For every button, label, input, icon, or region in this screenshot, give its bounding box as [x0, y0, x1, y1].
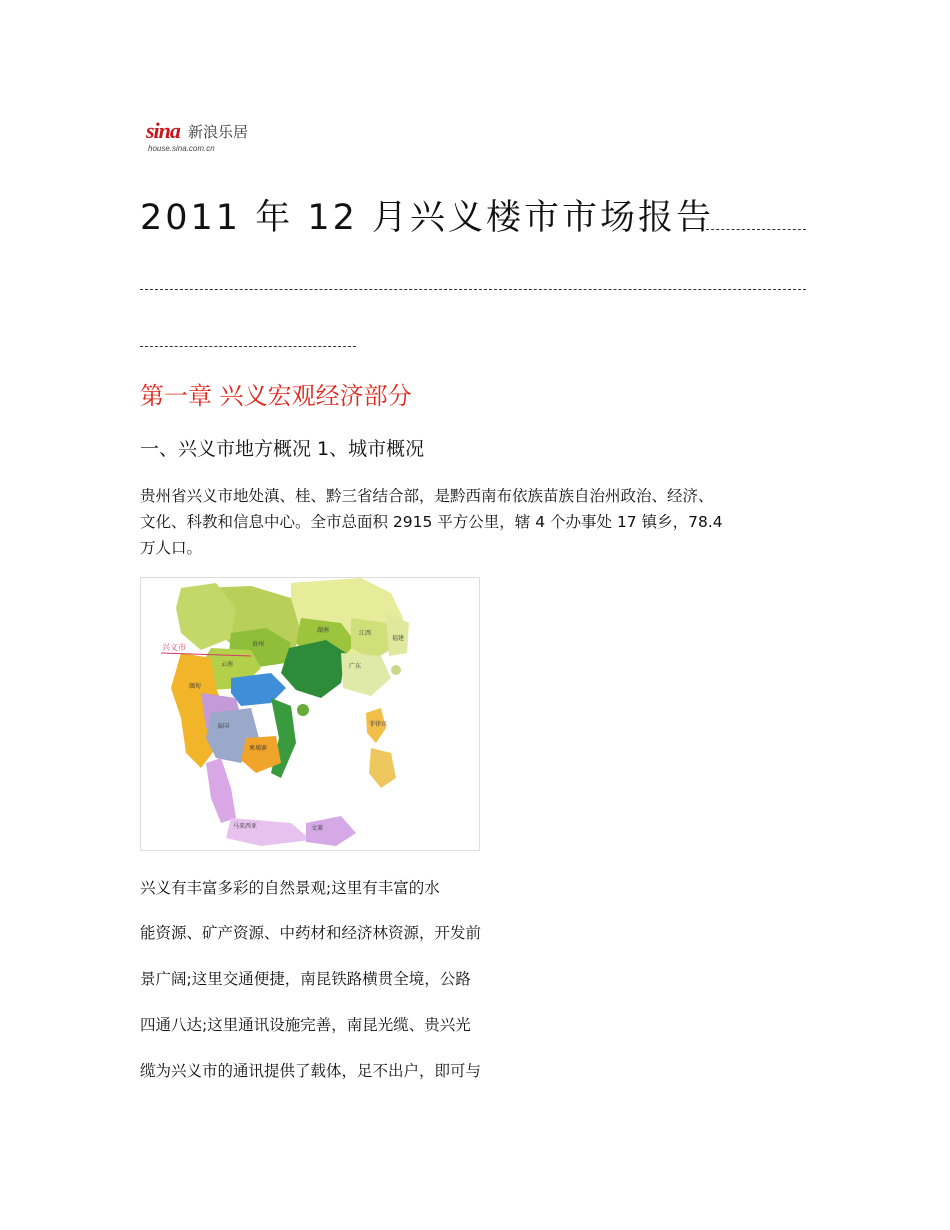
map-graphic [141, 578, 479, 850]
body-line: 能资源、矿产资源、中药材和经济林资源，开发前 [140, 924, 482, 942]
intro-line: 万人口。 [140, 539, 203, 557]
svg-text:马来西亚: 马来西亚 [233, 823, 258, 830]
region-map-image [140, 577, 480, 851]
body-line: 景广阔;这里交通便捷，南昆铁路横贯全境，公路 [140, 970, 471, 988]
section-heading: 一、兴义市地方概况 1、城市概况 [140, 438, 425, 460]
svg-text:云南: 云南 [221, 661, 234, 668]
intro-paragraph [140, 483, 820, 561]
svg-text:文莱: 文莱 [311, 825, 324, 832]
map-marker-label: 兴义市 [162, 643, 186, 652]
intro-line: 贵州省兴义市地处滇、桂、黔三省结合部，是黔西南布依族苗族自治州政治、经济、 [140, 487, 714, 505]
svg-text:缅甸: 缅甸 [189, 683, 202, 690]
report-title: 2011 年 12 月兴义楼市市场报告 [140, 198, 714, 238]
chapter-heading: 第一章 兴义宏观经济部分 [140, 382, 412, 410]
sina-leju-logo [140, 112, 260, 160]
svg-text:泰国: 泰国 [217, 723, 230, 730]
svg-text:菲律宾: 菲律宾 [369, 721, 388, 728]
body-line: 兴义有丰富多彩的自然景观;这里有丰富的水 [140, 879, 440, 897]
svg-text:江西: 江西 [359, 630, 372, 637]
divider-dash-line [140, 289, 806, 290]
svg-text:湖南: 湖南 [317, 627, 330, 634]
svg-text:贵州: 贵州 [252, 641, 265, 648]
logo-url: house.sina.com.cn [148, 144, 215, 153]
title-underline-dash [706, 229, 806, 230]
intro-line: 文化、科教和信息中心。全市总面积 2915 平方公里，辖 4 个办事处 17 镇乡，78.4 [140, 513, 723, 531]
svg-text:福建: 福建 [392, 635, 405, 642]
logo-name: 新浪乐居 [188, 123, 249, 141]
body-line: 四通八达;这里通讯设施完善，南昆光缆、贵兴光 [140, 1016, 471, 1034]
divider-dash-line-short [140, 346, 356, 347]
svg-text:柬埔寨: 柬埔寨 [249, 745, 268, 752]
body-line: 缆为兴义市的通讯提供了载体，足不出户，即可与 [140, 1062, 482, 1080]
logo-brand: sina [146, 118, 180, 143]
svg-text:广东: 广东 [349, 663, 362, 670]
